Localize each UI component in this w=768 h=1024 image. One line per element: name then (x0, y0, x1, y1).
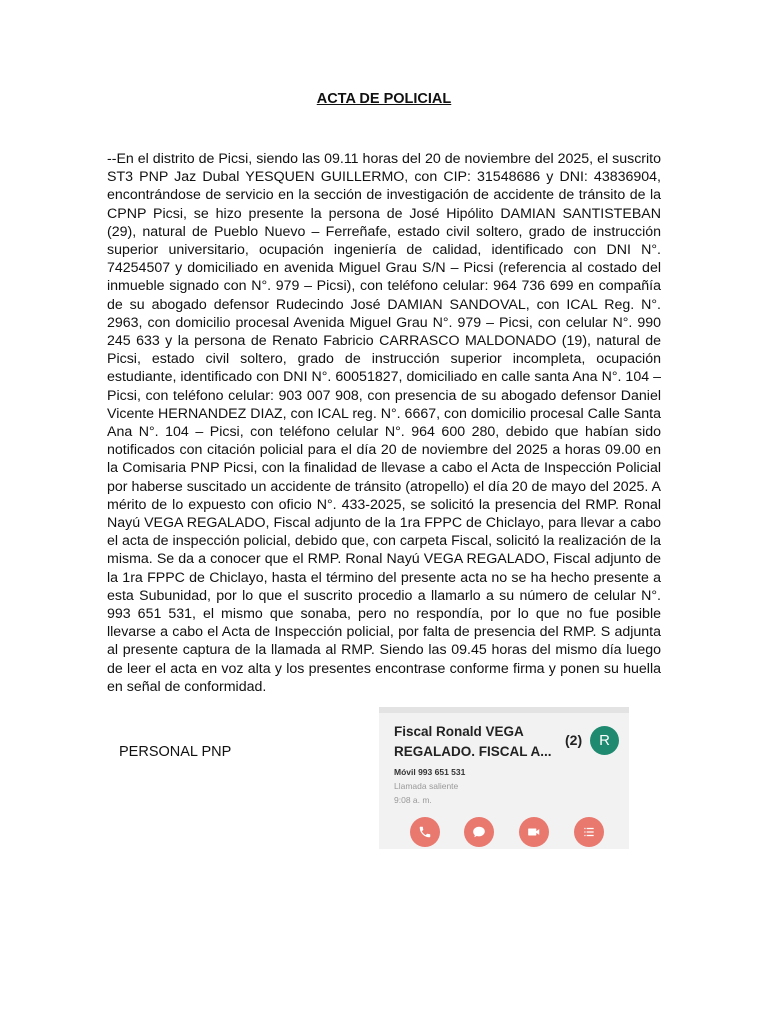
call-time: 9:08 a. m. (394, 795, 432, 805)
mobile-number: Móvil 993 651 531 (394, 767, 466, 777)
contact-name: Fiscal Ronald VEGA REGALADO. FISCAL A... (394, 724, 552, 759)
call-log-screenshot (379, 707, 629, 849)
message-icon (464, 817, 494, 847)
call-type: Llamada saliente (394, 781, 459, 791)
document-title: ACTA DE POLICIAL (316, 91, 452, 107)
contact-avatar: R (590, 726, 619, 755)
signature-label: PERSONAL PNP (119, 744, 232, 760)
details-icon (574, 817, 604, 847)
video-icon (519, 817, 549, 847)
document-body: --En el distrito de Picsi, siendo las 09.11 horas del 20 de noviembre del 2025, el suscrito ST3 PNP Jaz Dubal YESQUEN GUILLERMO, con CIP: 31548686 y DNI: 43836904, encontrándose de servicio en la sección de investigación de accidente de tránsito de la CPNP Picsi, se hizo presente la persona de José Hipólito DAMIAN SANTISTEBAN (29), natural de Pueblo Nuevo – Ferreñafe, estado civil soltero, grado de instrucción superior universitario, ocupación ingeniería de calidad, identificado con DNI N°. 74254507 y domiciliado en avenida Miguel Grau S/N – Picsi (referencia al costado del inmueble signado con N°. 979 – Picsi), con teléfono celular: 964 736 699 en compañía de su abogado defensor Rudecindo José DAMIAN SANDOVAL, con ICAL Reg. N°. 2963, con domicilio procesal Avenida Miguel Grau N°. 979 – Picsi, con celular N°. 990 245 633 y la persona de Renato Fabricio CARRASCO MALDONADO (19), natural de Picsi, estado civil soltero, grado de instrucción superior incompleta, ocupación estudiante, identificado con DNI N°. 60051827, domiciliado en calle santa Ana N°. 104 – Picsi, con teléfono celular: 903 007 908, con presencia de su abogado defensor Daniel Vicente HERNANDEZ DIAZ, con ICAL reg. N°. 6667, con domicilio procesal Calle Santa Ana N°. 104 – Picsi, con teléfono celular N°. 964 600 280, debido que habían sido notificados con citación policial para el día 20 de noviembre del 2025 a horas 09.00 en la Comisaria PNP Picsi, con la finalidad de llevase a cabo el Acta de Inspección Policial por haberse suscitado un accidente de tránsito (atropello) el día 20 de mayo del 2025. A mérito de lo expuesto con oficio N°. 433-2025, se solicitó la presencia del RMP. Ronal Nayú VEGA REGALADO, Fiscal adjunto de la 1ra FPPC de Chiclayo, para llevar a cabo el acta de inspección policial, debido que, con carpeta Fiscal, solicitó la realización de la misma. Se da a conocer que el RMP. Ronal Nayú VEGA REGALADO, Fiscal adjunto de la 1ra FPPC de Chiclayo, hasta el término del presente acta no se ha hecho presente a esta Subunidad, por lo que el suscrito procedio a llamarlo a su número de celular N°. 993 651 531, el mismo que sonaba, pero no respondía, por lo que no fue posible llevarse a cabo el Acta de Inspección policial, por falta de presencia del RMP. S adjunta al presente captura de la llamada al RMP. Siendo las 09.45 horas del mismo día luego de leer el acta en voz alta y los presentes encontrase conforme firma y ponen su huella en señal de conformidad. (107, 151, 661, 695)
phone-icon (410, 817, 440, 847)
screenshot-top-bar (379, 707, 629, 713)
call-count: (2) (565, 732, 583, 748)
